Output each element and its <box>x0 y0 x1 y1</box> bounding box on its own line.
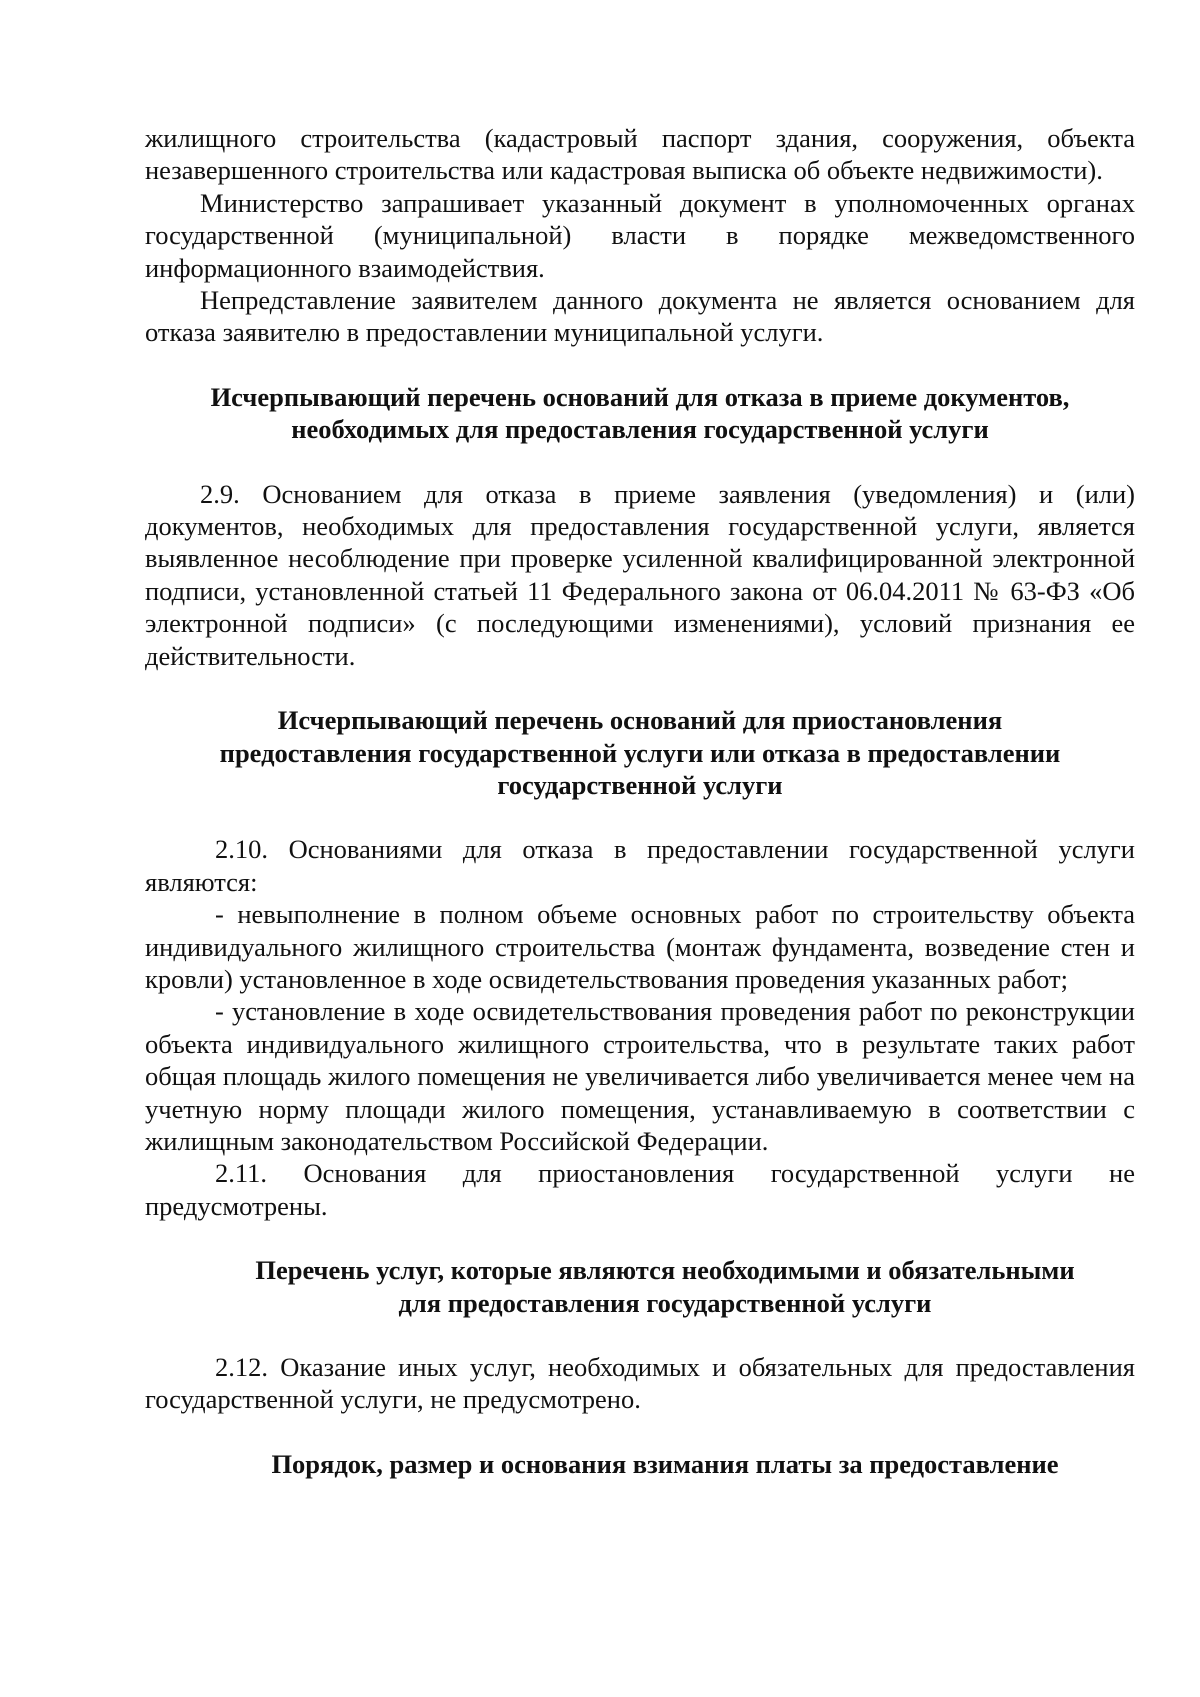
paragraph-2-10-item-2: - установление в ходе освидетельствования проведения работ по реконструкции объекта индивидуального жилищного строительства, что в результате таких работ общая площадь жилого помещения не увеличивается либо увеличивается менее чем на учетную норму площади жилого помещения, устанавливаемую в соответствии с жилищным законодательством Российской Федерации. <box>145 996 1135 1156</box>
spacer <box>145 1416 1135 1448</box>
spacer <box>145 446 1135 478</box>
spacer <box>145 801 1135 833</box>
document-page <box>145 122 1135 1480</box>
section-heading-suspension-refusal <box>145 704 1135 801</box>
section-heading-fees <box>145 1448 1135 1480</box>
heading-line: государственной услуги <box>497 769 783 800</box>
spacer <box>145 672 1135 704</box>
section-heading-refusal-acceptance <box>145 381 1135 446</box>
spacer <box>145 1319 1135 1351</box>
section-heading-required-services <box>145 1254 1135 1319</box>
heading-line: для предоставления государственной услуги <box>398 1287 932 1318</box>
heading-line: предоставления государственной услуги или отказа в предоставлении <box>219 737 1061 768</box>
heading-line: Порядок, размер и основания взимания платы за предоставление <box>271 1448 1059 1479</box>
spacer <box>145 1222 1135 1254</box>
spacer <box>145 349 1135 381</box>
heading-line: Исчерпывающий перечень оснований для отказа в приеме документов, <box>210 381 1070 412</box>
paragraph-2-12: 2.12. Оказание иных услуг, необходимых и обязательных для предоставления государственной услуги, не предусмотрено. <box>145 1352 1135 1415</box>
paragraph-cadastral-passport: жилищного строительства (кадастровый паспорт здания, сооружения, объекта незавершенного строительства или кадастровая выписка об объекте недвижимости). <box>145 123 1135 186</box>
heading-line: Перечень услуг, которые являются необходимыми и обязательными <box>255 1255 1075 1286</box>
paragraph-2-10-item-1: - невыполнение в полном объеме основных работ по строительству объекта индивидуального жилищного строительства (монтаж фундамента, возведение стен и кровли) установленное в ходе освидетельствования проведения указанных работ; <box>145 899 1135 994</box>
paragraph-2-10-intro: 2.10. Основаниями для отказа в предоставлении государственной услуги являются: <box>145 834 1135 897</box>
paragraph-2-9: 2.9. Основанием для отказа в приеме заявления (уведомления) и (или) документов, необходимых для предоставления государственной услуги, является выявленное несоблюдение при проверке усиленной квалифицированной электронной подписи, установленной статьей 11 Федерального закона от 06.04.2011 № 63-ФЗ «Об электронной подписи» (с последующими изменениями), условий признания ее действительности. <box>145 478 1135 671</box>
paragraph-2-11: 2.11. Основания для приостановления государственной услуги не предусмотрены. <box>145 1158 1135 1221</box>
heading-line: необходимых для предоставления государственной услуги <box>291 414 989 445</box>
paragraph-non-submission: Непредставление заявителем данного документа не является основанием для отказа заявителю в предоставлении муниципальной услуги. <box>145 285 1135 348</box>
paragraph-ministry-request: Министерство запрашивает указанный документ в уполномоченных органах государственной (муниципальной) власти в порядке межведомственного информационного взаимодействия. <box>145 187 1135 283</box>
heading-line: Исчерпывающий перечень оснований для приостановления <box>277 705 1003 736</box>
